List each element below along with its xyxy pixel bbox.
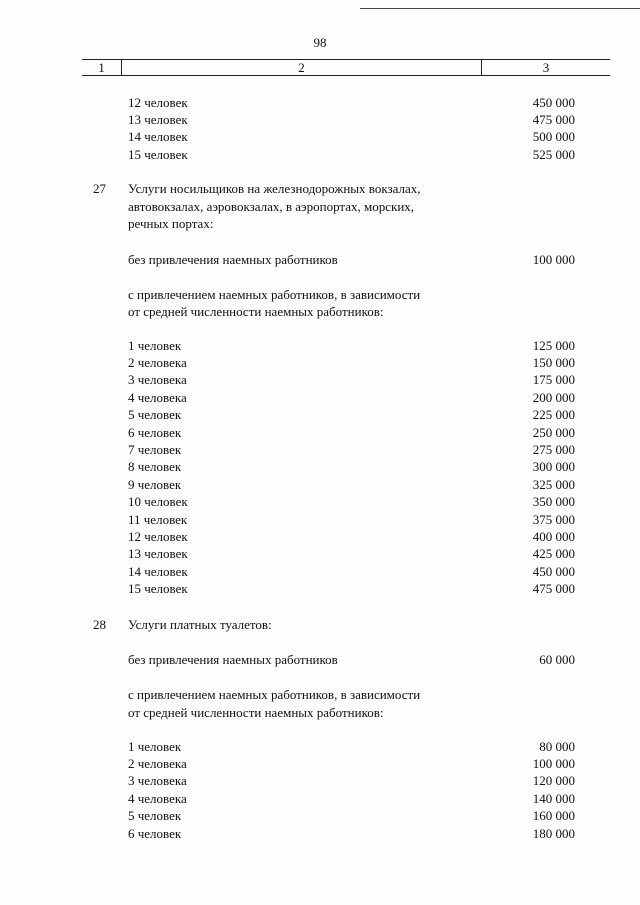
- row-text: от средней численности наемных работников:: [128, 705, 384, 720]
- section-title: Услуги носильщиков на железнодорожных вокзалах,: [128, 181, 421, 196]
- page-number: 98: [313, 35, 327, 50]
- row-text: с привлечением наемных работников, в зависимости: [128, 687, 421, 702]
- row-text: без привлечения наемных работников: [128, 252, 338, 267]
- row-amount: 120 000: [532, 773, 575, 788]
- row-text: 3 человека: [128, 372, 187, 387]
- row-text: 6 человек: [128, 826, 182, 841]
- row-amount: 225 000: [532, 407, 575, 422]
- row-text: 10 человек: [128, 494, 188, 509]
- row-amount: 400 000: [532, 529, 575, 544]
- row-amount: 100 000: [532, 252, 575, 267]
- table-row: [0, 563, 640, 580]
- row-amount: 275 000: [532, 442, 575, 457]
- row-text: 12 человек: [128, 529, 188, 544]
- row-amount: 200 000: [532, 390, 575, 405]
- row-amount: 450 000: [532, 564, 575, 579]
- row-text: 13 человек: [128, 546, 188, 561]
- row-text: от средней численности наемных работников:: [128, 304, 384, 319]
- row-text: 7 человек: [128, 442, 182, 457]
- table-row: [0, 825, 640, 842]
- table-row: [0, 651, 640, 668]
- table-row: [0, 580, 640, 597]
- row-text: 3 человека: [128, 773, 187, 788]
- row-text: 4 человека: [128, 791, 187, 806]
- row-amount: 450 000: [532, 95, 575, 110]
- top-rule: [360, 8, 640, 9]
- row-amount: 475 000: [532, 112, 575, 127]
- section-heading-row: [0, 616, 640, 633]
- table-row: [0, 354, 640, 371]
- row-amount: 375 000: [532, 512, 575, 527]
- row-amount: 100 000: [532, 756, 575, 771]
- row-amount: 150 000: [532, 355, 575, 370]
- row-text: 14 человек: [128, 129, 188, 144]
- section-title-continued: [0, 198, 640, 215]
- row-text: 13 человек: [128, 112, 188, 127]
- row-text: 4 человека: [128, 390, 187, 405]
- row-text: 8 человек: [128, 459, 182, 474]
- row-text: речных портах:: [128, 216, 214, 231]
- row-text: 15 человек: [128, 147, 188, 162]
- row-amount: 80 000: [539, 739, 575, 754]
- row-text: 1 человек: [128, 739, 182, 754]
- row-amount: 180 000: [532, 826, 575, 841]
- table-row: [0, 476, 640, 493]
- row-text: 14 человек: [128, 564, 188, 579]
- row-amount: 300 000: [532, 459, 575, 474]
- subsection-text: [0, 704, 640, 721]
- row-amount: 60 000: [539, 652, 575, 667]
- row-amount: 425 000: [532, 546, 575, 561]
- table-row: [0, 493, 640, 510]
- section-number: 28: [93, 617, 106, 632]
- subsection-text: [0, 686, 640, 703]
- table-row: [0, 406, 640, 423]
- row-amount: 250 000: [532, 425, 575, 440]
- table-row: [0, 545, 640, 562]
- row-text: 6 человек: [128, 425, 182, 440]
- row-amount: 500 000: [532, 129, 575, 144]
- table-row: [0, 128, 640, 145]
- table-row: [0, 755, 640, 772]
- table-row: [0, 511, 640, 528]
- table-row: [0, 458, 640, 475]
- table-row: [0, 337, 640, 354]
- row-amount: 175 000: [532, 372, 575, 387]
- header-col-3: 3: [542, 60, 550, 75]
- row-text: 5 человек: [128, 808, 182, 823]
- row-amount: 160 000: [532, 808, 575, 823]
- header-col-1: 1: [82, 60, 122, 75]
- row-text: 9 человек: [128, 477, 182, 492]
- row-text: без привлечения наемных работников: [128, 652, 338, 667]
- header-col-2: 2: [122, 60, 482, 75]
- table-row: [0, 371, 640, 388]
- row-amount: 125 000: [532, 338, 575, 353]
- section-number: 27: [93, 181, 106, 196]
- row-text: 2 человека: [128, 355, 187, 370]
- table-row: [0, 441, 640, 458]
- row-text: автовокзалах, аэровокзалах, в аэропортах, морских,: [128, 199, 415, 214]
- table-row: [0, 94, 640, 111]
- table-header: [82, 59, 610, 76]
- table-row: [0, 251, 640, 268]
- subsection-text: [0, 303, 640, 320]
- row-text: 15 человек: [128, 581, 188, 596]
- row-text: 1 человек: [128, 338, 182, 353]
- table-row: [0, 772, 640, 789]
- table-row: [0, 146, 640, 163]
- row-amount: 140 000: [532, 791, 575, 806]
- table-row: [0, 738, 640, 755]
- row-text: 5 человек: [128, 407, 182, 422]
- row-text: 12 человек: [128, 95, 188, 110]
- section-title: Услуги платных туалетов:: [128, 617, 272, 632]
- table-row: [0, 790, 640, 807]
- row-amount: 325 000: [532, 477, 575, 492]
- table-row: [0, 111, 640, 128]
- row-amount: 525 000: [532, 147, 575, 162]
- table-row: [0, 528, 640, 545]
- table-row: [0, 389, 640, 406]
- subsection-text: [0, 286, 640, 303]
- section-heading-row: [0, 180, 640, 197]
- table-row: [0, 807, 640, 824]
- section-title-continued: [0, 215, 640, 232]
- table-row: [0, 424, 640, 441]
- row-text: с привлечением наемных работников, в зависимости: [128, 287, 421, 302]
- row-text: 2 человека: [128, 756, 187, 771]
- row-amount: 475 000: [532, 581, 575, 596]
- row-amount: 350 000: [532, 494, 575, 509]
- row-text: 11 человек: [128, 512, 188, 527]
